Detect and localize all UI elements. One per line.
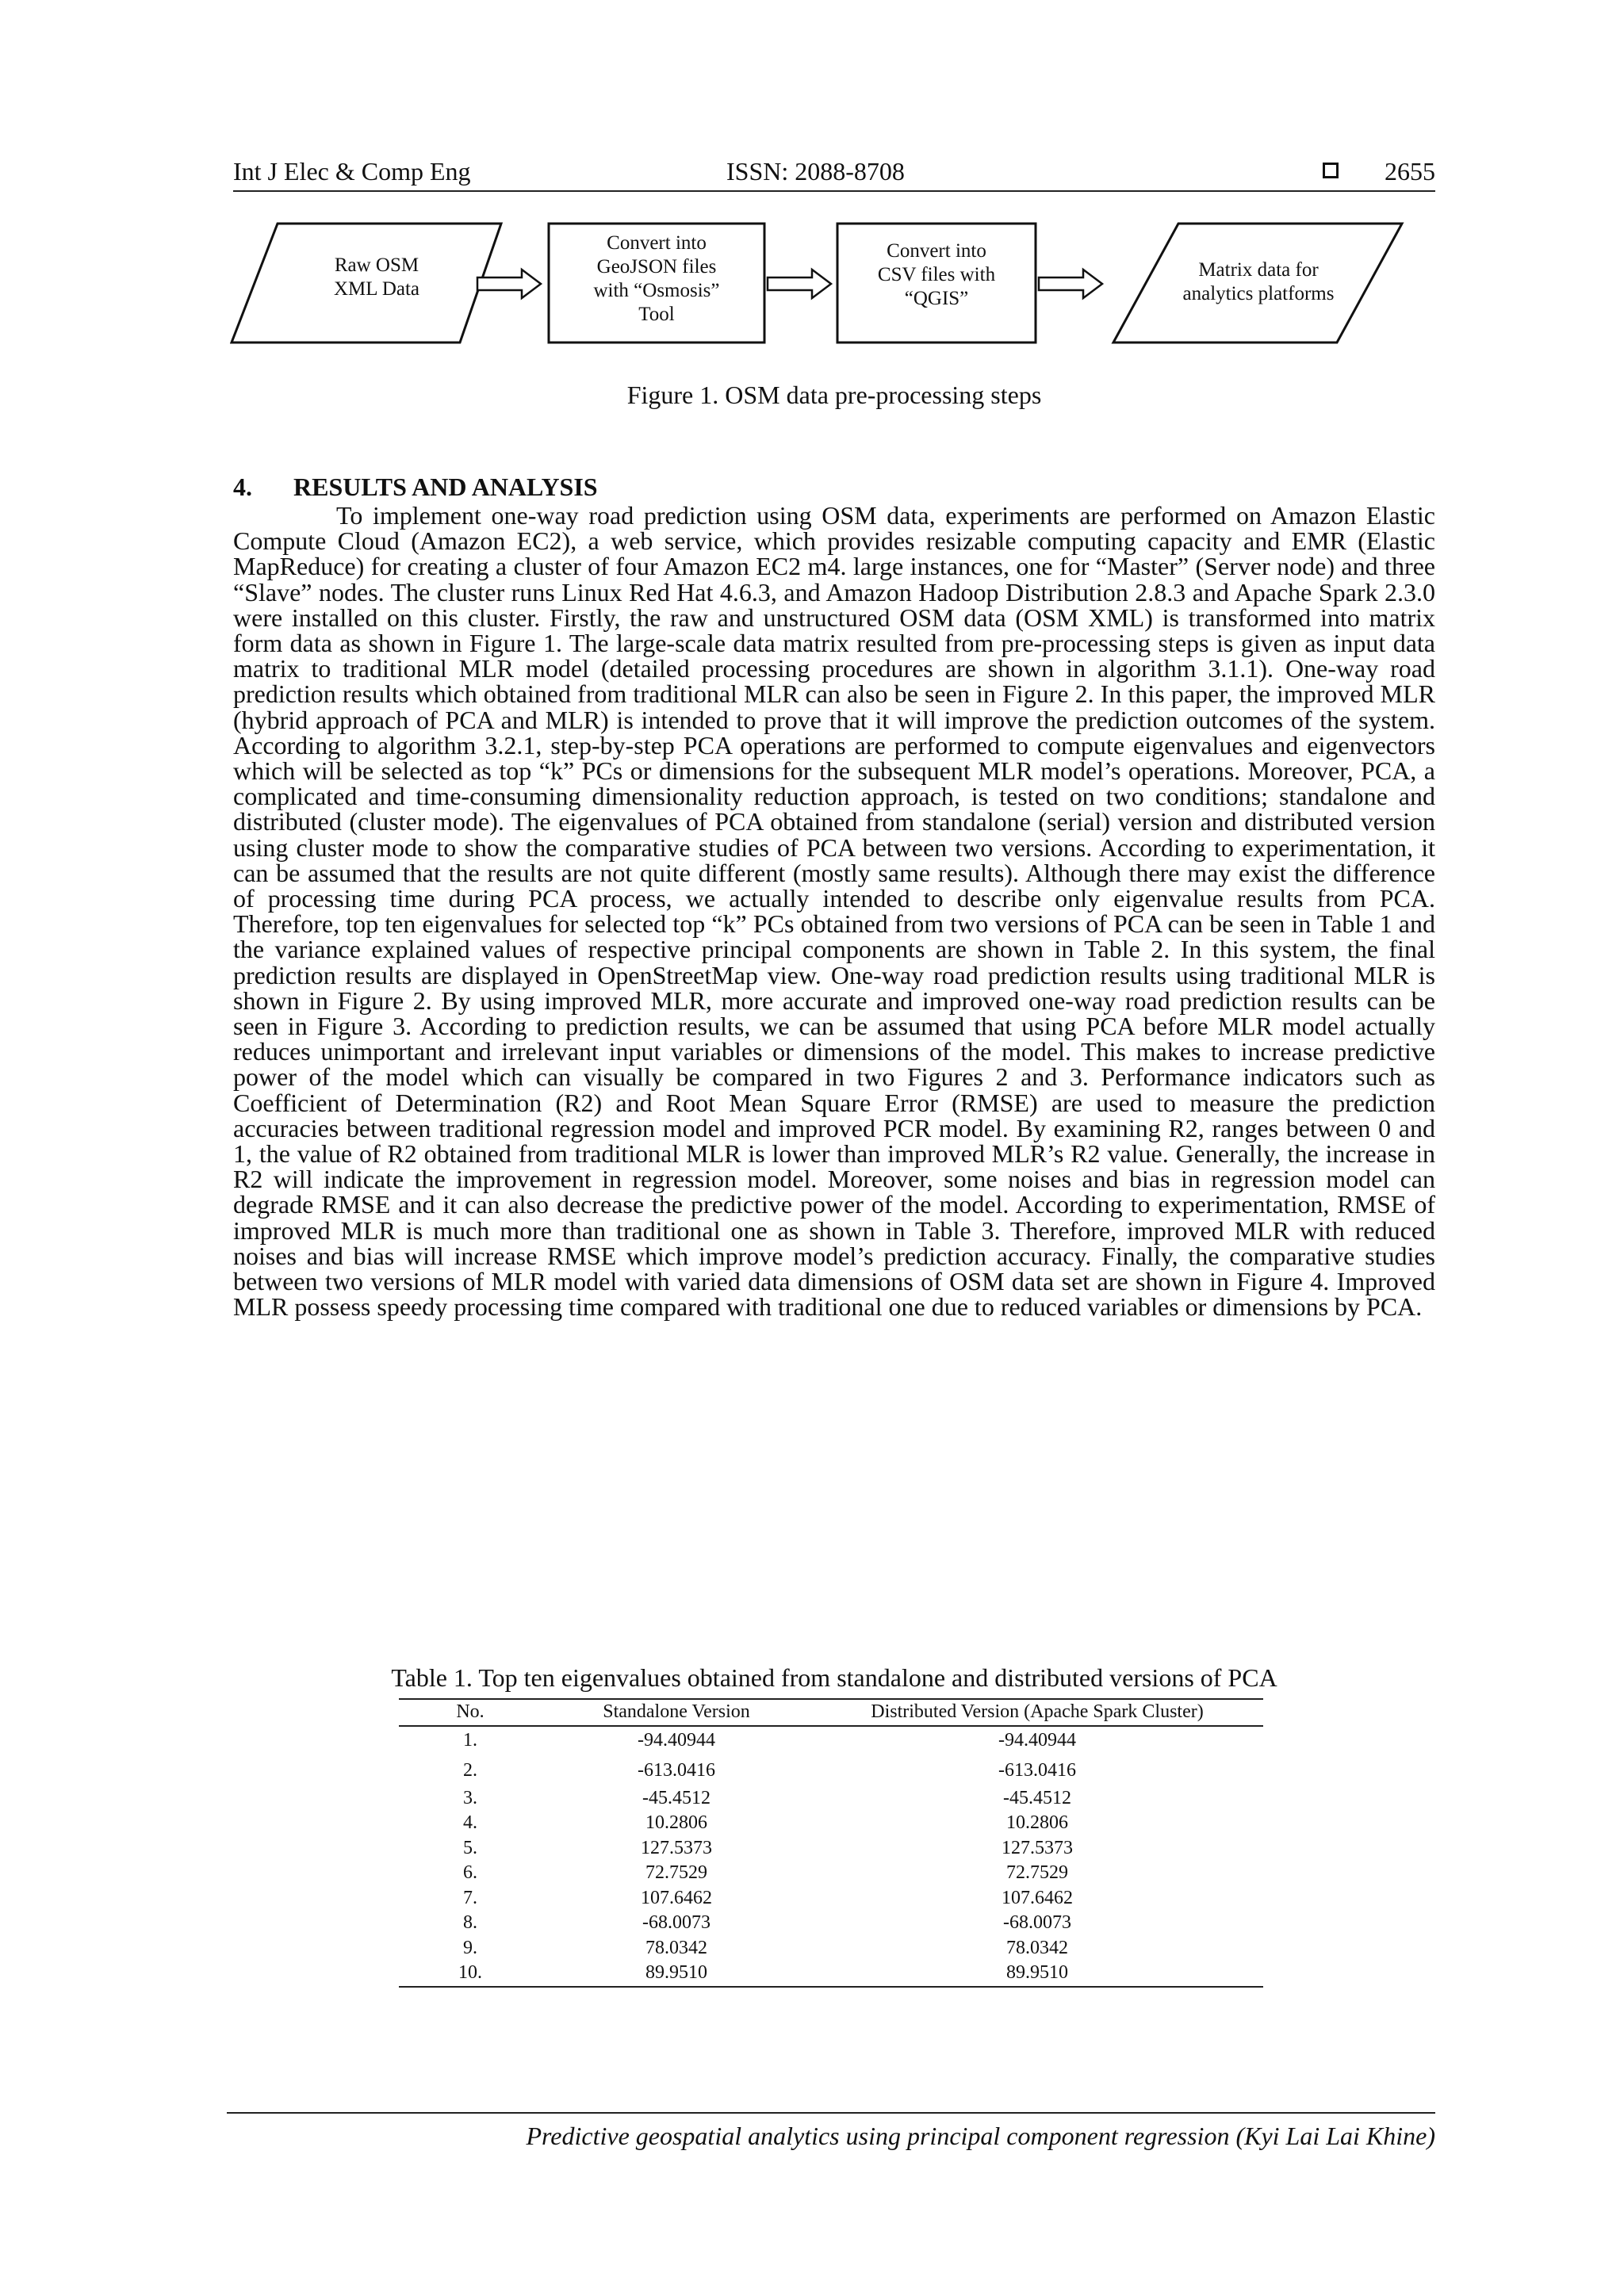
table-cell: 127.5373	[1002, 1837, 1073, 1858]
node-text-line: “QGIS”	[904, 288, 969, 309]
node-text-line: Convert into	[887, 240, 986, 262]
table-cell: 8.	[463, 1912, 477, 1933]
table-row	[399, 1911, 1263, 1936]
node-text-line: CSV files with	[877, 264, 996, 285]
table-cell: 2.	[463, 1759, 477, 1781]
table-row	[399, 1886, 1263, 1911]
table-cell: 10.2806	[645, 1812, 707, 1833]
table-cell: -613.0416	[998, 1759, 1076, 1781]
arrow-2-icon	[768, 270, 831, 298]
table-cell: 89.9510	[645, 1962, 707, 1983]
node-text-line: with “Osmosis”	[593, 280, 720, 301]
running-header	[233, 155, 1435, 192]
section-title: RESULTS AND ANALYSIS	[293, 473, 598, 501]
table-cell: 89.9510	[1006, 1962, 1068, 1983]
footer-rule	[227, 2112, 1435, 2114]
node-raw-osm-label	[301, 254, 452, 301]
node-text-line: Matrix data for	[1198, 259, 1319, 281]
column-header-standalone: Standalone Version	[542, 1699, 811, 1726]
table-cell: -68.0073	[1003, 1912, 1071, 1933]
table-row	[399, 1786, 1263, 1812]
table-cell: -94.40944	[998, 1730, 1076, 1751]
table-cell: 1.	[463, 1730, 477, 1751]
node-text-line: GeoJSON files	[596, 256, 717, 277]
node-text-line: Convert into	[607, 232, 707, 254]
node-text-line: Raw OSM	[334, 254, 419, 276]
table-cell: 3.	[463, 1787, 477, 1808]
issn: ISSN: 2088-8708	[726, 157, 905, 186]
page-number: 2655	[1385, 157, 1435, 186]
table-cell: -45.4512	[1003, 1787, 1071, 1808]
node-text-line: XML Data	[333, 278, 420, 300]
table-cell: 7.	[463, 1887, 477, 1908]
table-cell: 6.	[463, 1862, 477, 1883]
table-header-row	[399, 1699, 1263, 1726]
table-row	[399, 1936, 1263, 1961]
node-matrix-label	[1158, 258, 1359, 306]
arrow-1-icon	[477, 270, 541, 298]
table-cell: 10.2806	[1006, 1812, 1068, 1833]
node-text-line: analytics platforms	[1182, 283, 1335, 304]
table-cell: 72.7529	[1006, 1862, 1068, 1883]
table-cell: 5.	[463, 1837, 477, 1858]
table-cell: -45.4512	[642, 1787, 710, 1808]
table-1-caption: Table 1. Top ten eigenvalues obtained from standalone and distributed versions of PCA	[391, 1663, 1277, 1692]
column-header-no: No.	[399, 1699, 542, 1726]
table-cell: 72.7529	[645, 1862, 707, 1883]
checkbox-square-icon	[1323, 163, 1339, 178]
section-number: 4.	[233, 473, 252, 501]
table-cell: 127.5373	[641, 1837, 712, 1858]
eigenvalues-table	[399, 1698, 1263, 1988]
column-header-distributed: Distributed Version (Apache Spark Cluster)	[811, 1699, 1263, 1726]
table-cell: -613.0416	[638, 1759, 715, 1781]
table-row	[399, 1961, 1263, 1987]
table-cell: 107.6462	[641, 1887, 712, 1908]
table-cell: -68.0073	[642, 1912, 710, 1933]
node-geojson-label	[549, 232, 764, 327]
table-cell: -94.40944	[638, 1730, 715, 1751]
figure-1-flowchart	[230, 220, 1419, 355]
running-footer: Predictive geospatial analytics using principal component regression (Kyi Lai Lai Khine)	[526, 2122, 1435, 2150]
table-row	[399, 1836, 1263, 1862]
table-cell: 78.0342	[645, 1937, 707, 1958]
node-text-line: Tool	[638, 304, 675, 325]
table-cell: 78.0342	[1006, 1937, 1068, 1958]
section-heading	[233, 471, 598, 503]
arrow-3-icon	[1039, 270, 1102, 298]
table-cell: 107.6462	[1002, 1887, 1073, 1908]
table-row	[399, 1756, 1263, 1786]
node-csv-label	[837, 239, 1036, 311]
journal-name: Int J Elec & Comp Eng	[233, 157, 471, 186]
table-row	[399, 1726, 1263, 1756]
table-row	[399, 1811, 1263, 1836]
table-cell: 4.	[463, 1812, 477, 1833]
table-cell: 10.	[458, 1962, 482, 1983]
figure-1-caption: Figure 1. OSM data pre-processing steps	[626, 381, 1042, 409]
table-row	[399, 1861, 1263, 1886]
body-paragraph: To implement one-way road prediction using OSM data, experiments are performed on Amazon Elastic Compute Cloud (Amazon EC2), a web service, which provides resizable computing capacity and EMR (Elastic MapReduce) for creating a cluster of four Amazon EC2 m4. large instances, one for “Master” (Server node) and three “Slave” nodes. The cluster runs Linux Red Hat 4.6.3, and Amazon Hadoop Distribution 2.8.3 and Apache Spark 2.3.0 were installed on this cluster. Firstly, the raw and unstructured OSM data (OSM XML) is transformed into matrix form data as shown in Figure 1. The large-scale data matrix resulted from pre-processing steps is given as input data matrix to traditional MLR model (detailed processing procedures are shown in algorithm 3.1.1). One-way road prediction results which obtained from traditional MLR can also be seen in Figure 2. In this paper, the improved MLR (hybrid approach of PCA and MLR) is intended to prove that it will improve the prediction outcomes of the system. According to algorithm 3.2.1, step-by-step PCA operations are performed to compute eigenvalues and eigenvectors which will be selected as top “k” PCs or dimensions for the subsequent MLR model’s operations. Moreover, PCA, a complicated and time-consuming dimensionality reduction approach, is tested on two conditions; standalone and distributed (cluster mode). The eigenvalues of PCA obtained from standalone (serial) version and distributed version using cluster mode to show the comparative studies of PCA between two versions. According to experimentation, it can be assumed that the results are not quite different (mostly same results). Although there may exist the difference of processing time during PCA process, we actually intended to describe only eigenvalue results from PCA. Therefore, top ten eigenvalues for selected top “k” PCs obtained from two versions of PCA can be seen in Table 1 and the variance explained values of respective principal components are shown in Table 2. In this system, the final prediction results are displayed in OpenStreetMap view. One-way road prediction results using traditional MLR is shown in Figure 2. By using improved MLR, more accurate and improved one-way road prediction results can be seen in Figure 3. According to prediction results, we can be assumed that using PCA before MLR model actually reduces unimportant and irrelevant input variables or dimensions of the model. This makes to increase predictive power of the model which can visually be compared in two Figures 2 and 3. Performance indicators such as Coefficient of Determination (R2) and Root Mean Square Error (RMSE) are used to measure the prediction accuracies between traditional regression model and improved PCR model. By examining R2, ranges between 0 and 1, the value of R2 obtained from traditional MLR is lower than improved MLR’s R2 value. Generally, the increase in R2 will indicate the improvement in regression model. Moreover, some noises and bias in regression model can degrade RMSE and it can also decrease the predictive power of the model. According to experimentation, RMSE of improved MLR is much more than traditional one as shown in Table 3. Therefore, improved MLR with reduced noises and bias will increase RMSE which improve model’s prediction accuracy. Finally, the comparative studies between two versions of MLR model with varied data dimensions of OSM data set are shown in Figure 4. Improved MLR possess speedy processing time compared with traditional one due to reduced variables or dimensions by PCA.	[233, 501, 1435, 1322]
table-cell: 9.	[463, 1937, 477, 1958]
